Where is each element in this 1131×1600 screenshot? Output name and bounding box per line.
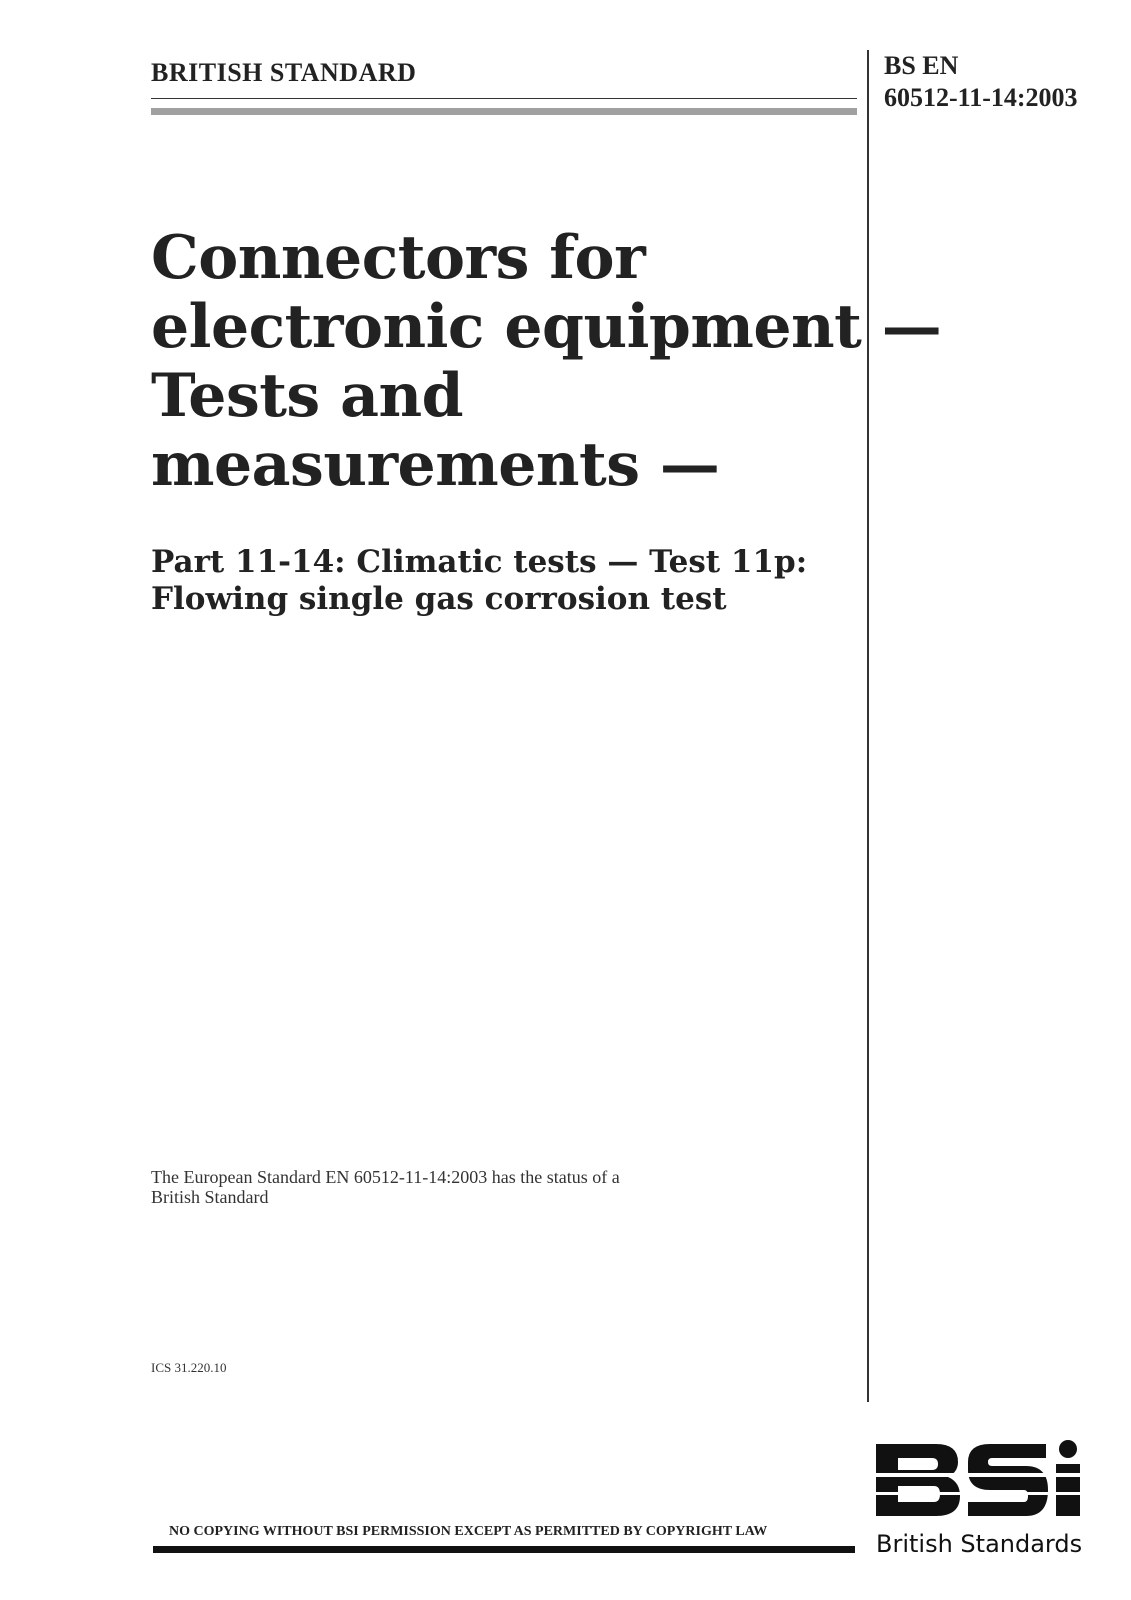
standard-number-line1: BS EN — [884, 51, 959, 80]
header-rule-thin — [151, 98, 857, 99]
subtitle-line: Flowing single gas corrosion test — [151, 581, 727, 617]
document-title — [151, 223, 942, 500]
header-label: BRITISH STANDARD — [151, 58, 417, 87]
status-line: The European Standard EN 60512-11-14:2003 has the status of a — [151, 1167, 620, 1187]
subtitle-line: Part 11-14: Climatic tests — Test 11p: — [151, 544, 808, 580]
copyright-notice: NO COPYING WITHOUT BSI PERMISSION EXCEPT AS PERMITTED BY COPYRIGHT LAW — [169, 1524, 768, 1539]
status-line: British Standard — [151, 1187, 269, 1207]
header-rule-thick — [151, 108, 857, 115]
status-statement — [151, 1167, 751, 1207]
standard-number — [884, 50, 1078, 114]
standard-number-line2: 60512-11-14:2003 — [884, 83, 1078, 112]
footer-rule — [153, 1546, 855, 1553]
logo-caption: British Standards — [876, 1530, 1083, 1558]
ics-code: ICS 31.220.10 — [151, 1360, 227, 1375]
title-line: measurements — — [151, 430, 720, 500]
title-line: Tests and — [151, 361, 464, 431]
bsi-logo-icon — [876, 1440, 1081, 1522]
title-line: electronic equipment — — [151, 292, 942, 362]
document-subtitle — [151, 544, 851, 618]
bsi-logo-graphic — [876, 1440, 1081, 1518]
title-line: Connectors for — [151, 223, 646, 293]
